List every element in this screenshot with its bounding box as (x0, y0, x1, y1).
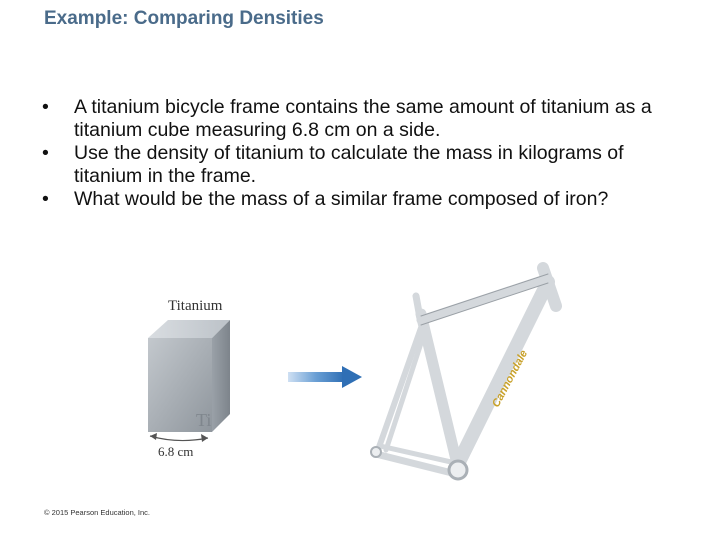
bullet-item (40, 96, 680, 142)
figure-graphics (130, 258, 580, 508)
cube-symbol: Ti (196, 410, 212, 430)
arrow-right-icon (288, 366, 362, 388)
bullet-item (40, 142, 680, 188)
dimension-label: 6.8 cm (158, 444, 194, 459)
slide-title: Example: Comparing Densities (44, 8, 324, 29)
bullet-text: Use the density of titanium to calculate the mass in kilograms of titanium in the frame. (74, 142, 624, 187)
bullet-text: A titanium bicycle frame contains the same amount of titanium as a titanium cube measuring 6.8 cm on a side. (74, 96, 652, 141)
titanium-cube (148, 320, 230, 432)
bullet-marker: • (42, 188, 49, 210)
bullet-marker: • (42, 96, 49, 118)
dimension-arrow (150, 433, 208, 442)
frame-brand-text: Cannondale (490, 348, 531, 410)
cube-side-face (212, 320, 230, 432)
bullet-list (40, 96, 680, 211)
bullet-marker: • (42, 142, 49, 164)
bicycle-frame-icon (371, 268, 556, 479)
copyright-notice: © 2015 Pearson Education, Inc. (44, 508, 151, 517)
bullet-item (40, 188, 680, 211)
bullet-text: What would be the mass of a similar frame composed of iron? (74, 188, 609, 210)
cube-label: Titanium (168, 298, 223, 314)
density-figure (130, 258, 580, 508)
